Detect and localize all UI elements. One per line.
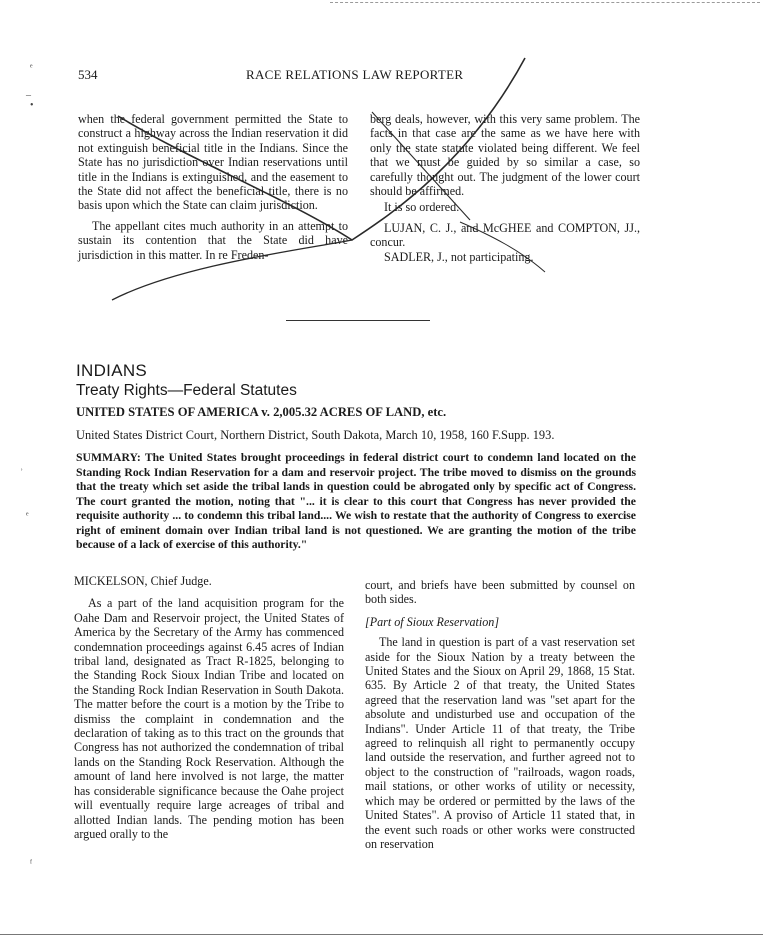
case-heading: UNITED STATES OF AMERICA v. 2,005.32 ACRES OF LAND, etc. bbox=[76, 405, 447, 419]
paragraph: court, and briefs have been submitted by counsel on both sides. bbox=[365, 578, 635, 607]
paragraph: The land in question is part of a vast reservation set aside for the Sioux Nation by a treaty between the United States and the Sioux on April 29, 1868, 15 Stat. 635. By Article 2 of that treaty, the United States agreed that the reservation land was "set apart for the absolute and undisturbed use and occupation of the Indians". Under Article 11 of that treaty, the Tribe agreed to relinquish all right to permanently occupy land outside the reservation, and further agreed not to object to the construction of "railroads, wagon roads, mail stations, or other works of utility or necessity, which may be ordered or permitted by the laws of the United States". A proviso of Article 11 stated that, in the event such roads or other works were constructed on reservation bbox=[365, 635, 635, 851]
running-header: RACE RELATIONS LAW REPORTER bbox=[246, 67, 464, 82]
margin-mark: ᶠ bbox=[30, 858, 33, 869]
paragraph: The appellant cites much authority in an attempt to sustain its contention that the State did have jurisdiction in this matter. In re Freden- bbox=[78, 218, 348, 262]
margin-mark: ᵉ bbox=[30, 62, 33, 73]
opinion-right-column bbox=[365, 578, 635, 851]
margin-mark: – bbox=[26, 90, 31, 101]
judge-name: MICKELSON, Chief Judge. bbox=[74, 574, 212, 588]
paragraph: when the federal government permitted the State to construct a highway across the Indian reservation it did not extinguish beneficial title in the Indians. Since the State has no jurisdiction over Indian reservations until title in the Indians is extinguished, and the easement to the State did not affect the beneficial title, there is no basis upon which the State can claim jurisdiction. bbox=[78, 112, 348, 213]
section-subtitle: Treaty Rights—Federal Statutes bbox=[76, 382, 297, 399]
section-title: INDIANS bbox=[76, 361, 148, 380]
margin-mark: ʾ bbox=[20, 468, 24, 479]
margin-mark: ᵉ bbox=[26, 510, 29, 521]
summary-text: The United States brought proceedings in federal district court to condemn land located on the Standing Rock Indian Reservation for a dam and reservoir project. The tribe moved to dismiss on the grounds that the treaty which set aside the tribal lands in question could be abrogated only by specific act of Congress. The court granted the motion, noting that "... it is clear to this court that Congress has never provided the requisite authority ... to condemn this tribal land.... We wish to restate that the authority of Congress to exercise right of eminent domain over Indian tribal land is not questioned. We are granting the motion of the tribe because of a lack of exercise of this authority." bbox=[76, 451, 636, 551]
case-summary bbox=[76, 451, 636, 553]
concurrence: LUJAN, C. J., and McGHEE and COMPTON, JJ., concur. bbox=[370, 220, 640, 250]
paragraph: As a part of the land acquisition program for the Oahe Dam and Reservoir project, the United States of America by the Secretary of the Army has commenced condemnation proceedings against 6.45 acres of Indian tribal land, designated as Tract R-1825, belonging to the Standing Rock Sioux Indian Tribe and located on the Standing Rock Indian Reservation in South Dakota. The matter before the court is a motion by the Tribe to dismiss the complaint in condemnation and the declaration of taking as to this tract on the grounds that Congress has not authorized the condemnation of tribal lands on the Standing Rock Reservation. Although the amount of land here involved is not large, the matter has considerable significance because the Oahe project will eventually require large acreages of tribal and allotted Indian lands. The pending motion has been argued orally to the bbox=[74, 596, 344, 841]
paragraph: berg deals, however, with this very same problem. The facts in that case are the same as we have here with only the state statute violated being different. We feel that we must be guided by so similar a case, so carefully thought out. The judgment of the lower court should be affirmed. bbox=[370, 112, 640, 199]
summary-label: SUMMARY: bbox=[76, 451, 141, 464]
opinion-left-column bbox=[74, 574, 344, 841]
bottom-edge-line bbox=[0, 934, 763, 935]
court-citation: United States District Court, Northern District, South Dakota, March 10, 1958, 160 F.Supp. 193. bbox=[76, 428, 555, 442]
subheading: [Part of Sioux Reservation] bbox=[365, 614, 500, 629]
not-participating: SADLER, J., not participating. bbox=[384, 249, 534, 264]
section-divider bbox=[286, 320, 430, 321]
page-number: 534 bbox=[78, 67, 98, 82]
order-line: It is so ordered. bbox=[384, 200, 460, 215]
margin-mark: • bbox=[30, 100, 34, 111]
